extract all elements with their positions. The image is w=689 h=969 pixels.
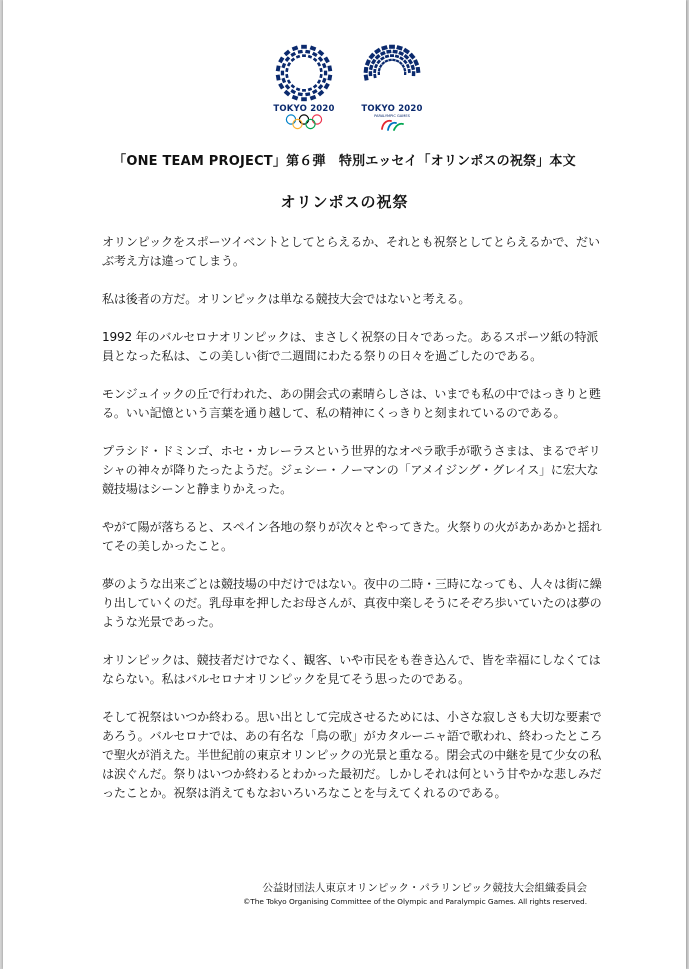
document-heading: 「ONE TEAM PROJECT」第６弾 特別エッセイ「オリンポスの祝祭」本文 — [113, 154, 576, 169]
paragraph: そして祝祭はいつか終わる。思い出として完成させるためには、小さな寂しさも大切な要素であろう。バルセロナでは、あの有名な「鳥の歌」がカタルーニャ語で歌われ、終わったところで聖火が消えた。半世紀前の東京オリンピックの光景と重なる。閉会式の中継を見て少女の私は涙ぐんだ。祭りはいつか終わるとわかった最初だ。しかしそれは何という甘やかな悲しみだったことか。祝祭は消えてもなおいろいろなことを与えてくれるのである。 — [102, 710, 603, 800]
paragraph: 1992 年のバルセロナオリンピックは、まさしく祝祭の日々であった。あるスポーツ紙の特派員となった私は、この美しい街で二週間にわたる祭りの日々を過ごしたのである。 — [102, 330, 599, 363]
paralympic-checkered-arc-icon — [363, 44, 421, 102]
footer — [243, 881, 587, 908]
paralympic-emblem-name: TOKYO 2020 — [361, 104, 423, 114]
tokyo-2020-paralympic-emblem — [355, 44, 429, 131]
paralympic-agitos-icon — [379, 119, 405, 131]
paragraph: オリンピックは、競技者だけでなく、観客、いや市民をも巻き込んで、皆を幸福にしなくてはならない。私はバルセロナオリンピックを見てそう思ったのである。 — [102, 653, 601, 686]
document-page — [3, 0, 686, 969]
paralympic-emblem-subtitle: PARALYMPIC GAMES — [374, 114, 410, 118]
olympic-checkered-ring-icon — [275, 44, 333, 102]
essay-body — [102, 233, 607, 822]
paragraph: 私は後者の方だ。オリンピックは単なる競技大会ではないと考える。 — [102, 292, 471, 306]
paragraph: モンジュイックの丘で行われた、あの開会式の素晴らしさは、いまでも私の中ではっきりと甦る。いい記憶という言葉を通り越して、私の精神にくっきりと刻まれているのである。 — [102, 387, 601, 420]
essay-title: オリンポスの祝祭 — [280, 193, 409, 211]
copyright-notice: ©The Tokyo Organising Committee of the Olympic and Paralympic Games. All rights reserved. — [242, 897, 587, 906]
olympic-rings-icon — [284, 114, 324, 130]
tokyo-2020-olympic-emblem — [267, 44, 341, 130]
paragraph: プラシド・ドミンゴ、ホセ・カレーラスという世界的なオペラ歌手が歌うさまは、まるでギリシャの神々が降りたったようだ。ジェシー・ノーマンの「アメイジング・グレイス」に宏大な競技場はシーンと静まりかえった。 — [102, 444, 601, 496]
paragraph: 夢のような出来ごとは競技場の中だけではない。夜中の二時・三時になっても、人々は街に繰り出していくのだ。乳母車を押したお母さんが、真夜中楽しそうにそぞろ歩いていたのは夢のような光景であった。 — [102, 577, 602, 629]
olympic-emblem-name: TOKYO 2020 — [273, 104, 335, 114]
paragraph: オリンピックをスポーツイベントとしてとらえるか、それとも祝祭としてとらえるかで、だいぶ考え方は違ってしまう。 — [102, 235, 600, 268]
logo-area — [3, 44, 686, 144]
organization-name: 公益財団法人東京オリンピック・パラリンピック競技大会組織委員会 — [262, 882, 587, 894]
paragraph: やがて陽が落ちると、スペイン各地の祭りが次々とやってきた。火祭りの火があかあかと揺れてその美しかったこと。 — [102, 520, 602, 553]
